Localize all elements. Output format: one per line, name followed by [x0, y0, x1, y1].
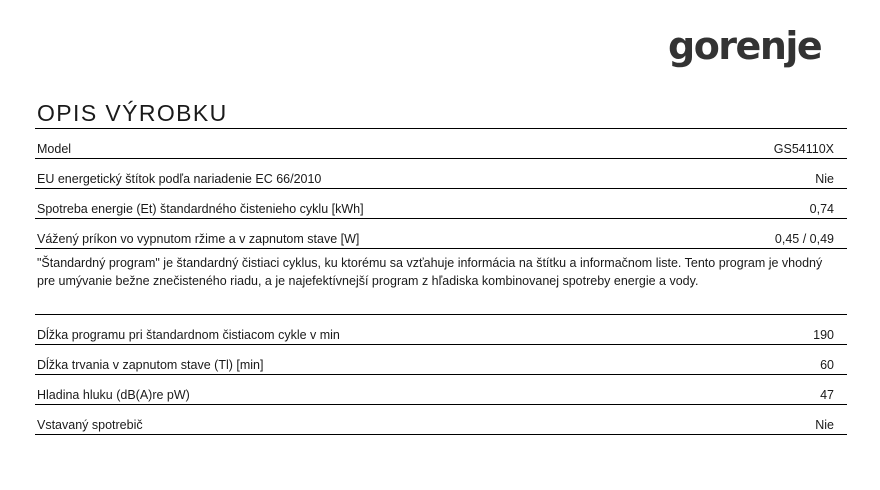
- spec-label: EU energetický štítok podľa nariadenie EC 66/2010: [37, 172, 322, 186]
- spec-value: GS54110X: [773, 142, 834, 156]
- spec-value: Nie: [815, 418, 834, 432]
- spec-label: Vážený príkon vo vypnutom ržime a v zapnutom stave [W]: [37, 232, 360, 246]
- spec-label: Vstavaný spotrebič: [37, 418, 143, 432]
- spec-value: 0,74: [809, 202, 834, 216]
- spec-value: 0,45 / 0,49: [774, 232, 834, 246]
- spec-value: 190: [813, 328, 834, 342]
- spec-row-energy-label: [35, 159, 847, 189]
- spec-label: Dĺžka programu pri štandardnom čistiacom cykle v min: [37, 328, 340, 342]
- spec-row-standard-program-note: [35, 249, 847, 315]
- spec-value: 47: [820, 388, 834, 402]
- spec-value: 60: [820, 358, 834, 372]
- spec-row-program-duration: [35, 315, 847, 345]
- spec-row-on-mode-duration: [35, 345, 847, 375]
- spec-label: Model: [37, 142, 72, 156]
- product-spec-table: [35, 128, 847, 435]
- spec-row-built-in: [35, 405, 847, 435]
- spec-row-model: [35, 129, 847, 159]
- spec-row-power-consumption: [35, 219, 847, 249]
- brand-logo: gorenje: [668, 24, 822, 68]
- spec-label: Spotreba energie (Et) štandardného čistenieho cyklu [kWh]: [37, 202, 364, 216]
- spec-label: Hladina hluku (dB(A)re pW): [37, 388, 190, 402]
- spec-label: Dĺžka trvania v zapnutom stave (Tl) [min]: [37, 358, 264, 372]
- page-title: OPIS VÝROBKU: [37, 100, 228, 126]
- spec-row-energy-consumption: [35, 189, 847, 219]
- spec-note-text: "Štandardný program" je štandardný čistiaci cyklus, ku ktorému sa vzťahuje informácia na štítku a informačnom liste. Tento program je vhodný pre umývanie bežne znečisteného riadu, a je najefektívnejší program z hľadiska kombinovanej spotreby energie a vody.: [37, 256, 823, 288]
- spec-value: Nie: [815, 172, 834, 186]
- spec-row-noise-level: [35, 375, 847, 405]
